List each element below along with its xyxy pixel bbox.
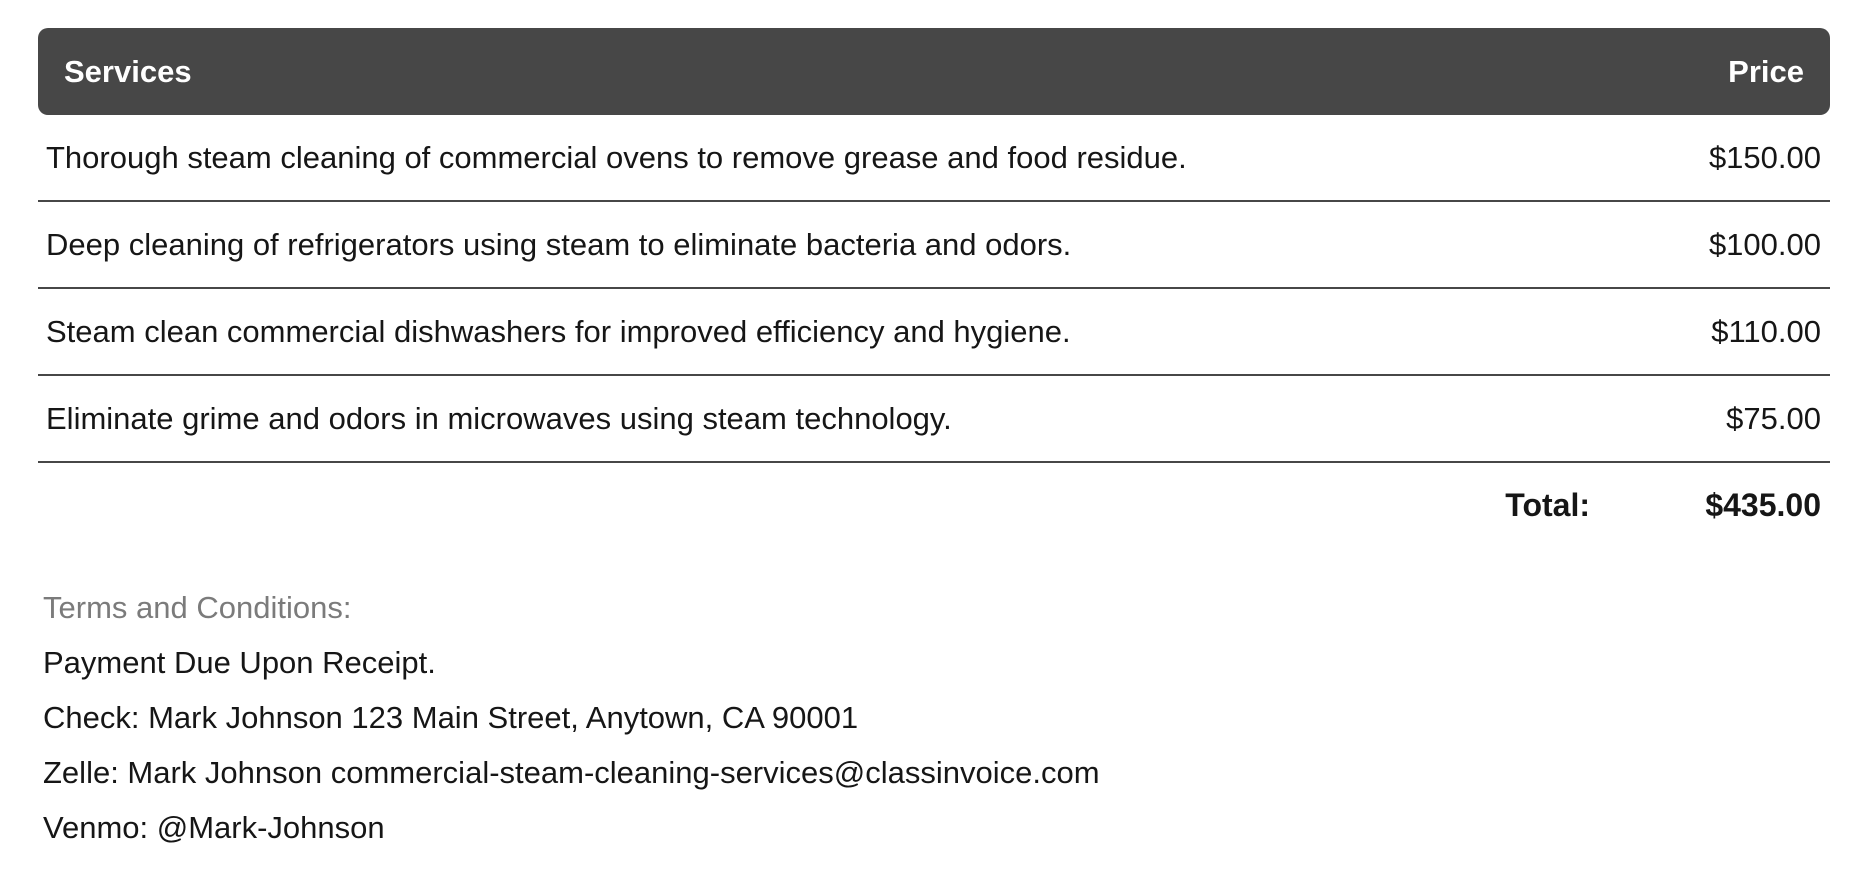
service-description: Eliminate grime and odors in microwaves using steam technology. — [46, 400, 952, 436]
service-price: $110.00 — [1711, 313, 1821, 349]
services-column-header: Services — [64, 53, 192, 89]
terms-section — [38, 580, 1830, 855]
services-table-header — [38, 28, 1830, 115]
terms-lines — [43, 635, 1830, 855]
terms-line: Payment Due Upon Receipt. — [43, 645, 436, 680]
total-label: Total: — [1505, 487, 1590, 523]
price-column-header: Price — [1728, 53, 1804, 89]
service-price: $150.00 — [1708, 139, 1821, 175]
terms-line: Check: Mark Johnson 123 Main Street, Anytown, CA 90001 — [43, 700, 859, 735]
service-price: $75.00 — [1726, 400, 1821, 436]
table-row — [38, 289, 1830, 376]
total-row — [38, 463, 1830, 548]
service-description: Deep cleaning of refrigerators using steam to eliminate bacteria and odors. — [46, 226, 1072, 262]
terms-heading: Terms and Conditions: — [43, 590, 352, 625]
table-row — [38, 376, 1830, 463]
services-table-body — [38, 115, 1830, 463]
service-description: Steam clean commercial dishwashers for improved efficiency and hygiene. — [46, 313, 1071, 349]
table-row — [38, 202, 1830, 289]
terms-line: Zelle: Mark Johnson commercial-steam-cleaning-services@classinvoice.com — [43, 755, 1100, 790]
total-value: $435.00 — [1705, 487, 1821, 523]
service-price: $100.00 — [1708, 226, 1821, 262]
terms-line: Venmo: @Mark-Johnson — [43, 810, 385, 845]
service-description: Thorough steam cleaning of commercial ovens to remove grease and food residue. — [46, 139, 1187, 175]
services-table — [38, 28, 1830, 548]
table-row — [38, 115, 1830, 202]
